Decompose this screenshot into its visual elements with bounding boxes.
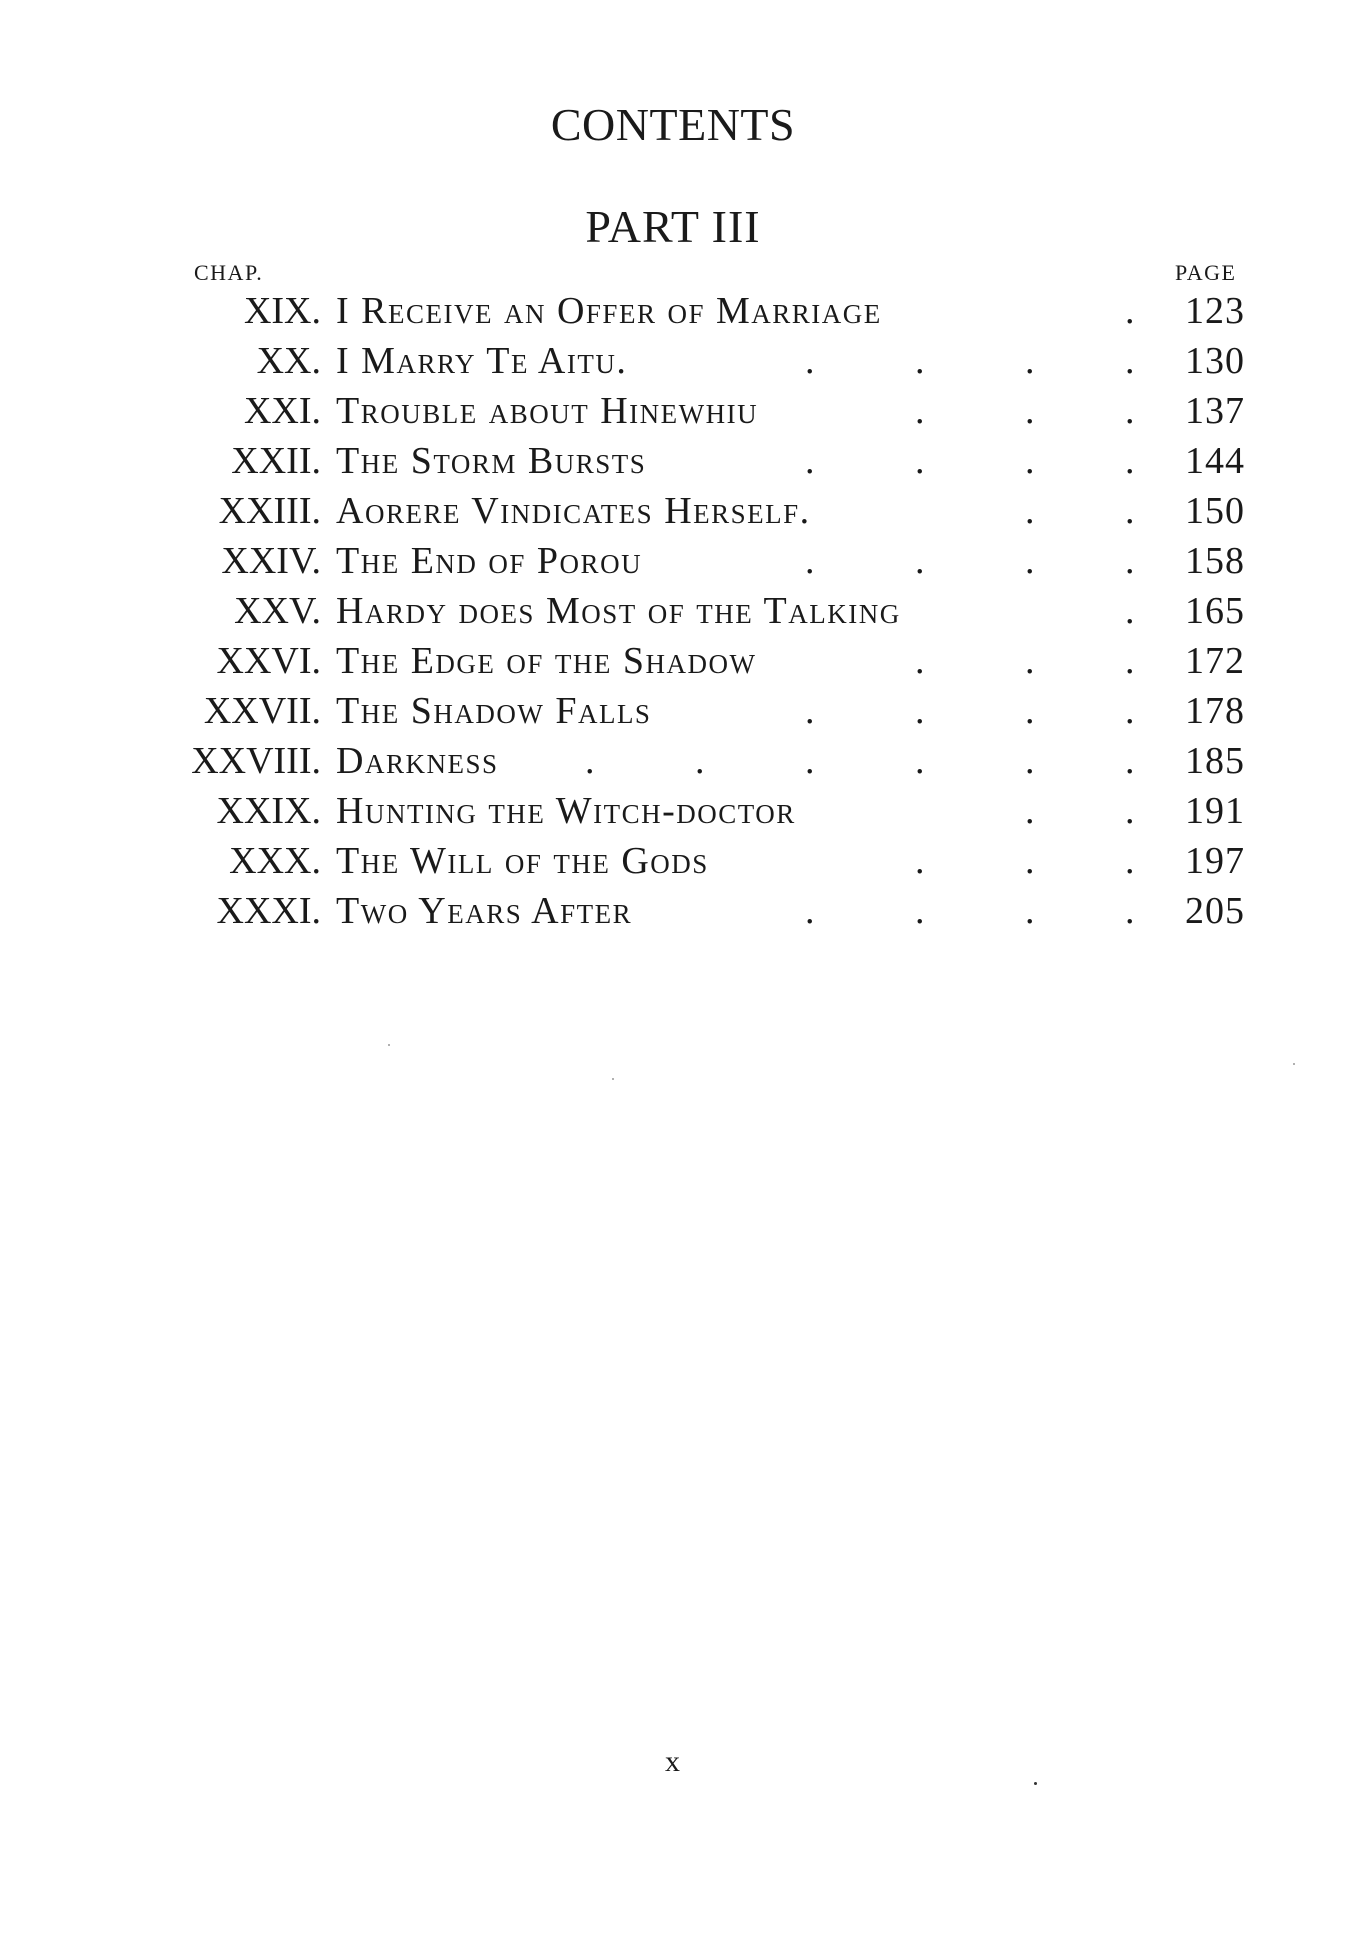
leader-dots: . xyxy=(805,440,815,482)
leader-dot: . xyxy=(1125,640,1135,682)
toc-entry[interactable] xyxy=(0,386,1346,436)
page-title: CONTENTS xyxy=(550,99,796,150)
leader-dots: . xyxy=(1025,440,1035,482)
scan-speck xyxy=(1293,1063,1295,1065)
leader-dots: . xyxy=(1025,640,1035,682)
page-number: 191 xyxy=(1185,790,1245,832)
chapter-title: The Shadow Falls xyxy=(336,690,652,732)
leader-dots: . xyxy=(585,740,595,782)
leader-dots: . xyxy=(915,340,925,382)
leader-dots: . xyxy=(1025,840,1035,882)
toc-entry[interactable] xyxy=(0,686,1346,736)
leader-dot: . xyxy=(1125,290,1135,332)
page-number: 158 xyxy=(1185,540,1245,582)
leader-dots: . xyxy=(1025,690,1035,732)
chapter-title: Darkness xyxy=(336,740,499,782)
toc-entry[interactable] xyxy=(0,836,1346,886)
chapter-title: The Edge of the Shadow xyxy=(336,640,757,682)
part-title: PART III xyxy=(585,201,761,252)
leader-dots: . xyxy=(805,740,815,782)
page-number: 185 xyxy=(1185,740,1245,782)
chapter-title: Two Years After xyxy=(336,890,633,932)
toc-entry[interactable] xyxy=(0,736,1346,786)
toc-entry[interactable] xyxy=(0,336,1346,386)
leader-dot: . xyxy=(1125,890,1135,932)
leader-dot: . xyxy=(1125,690,1135,732)
leader-dots: . xyxy=(805,340,815,382)
toc-entry[interactable] xyxy=(0,786,1346,836)
page-number: 205 xyxy=(1185,890,1245,932)
chapter-number: XXXI. xyxy=(216,890,321,932)
leader-dots: . xyxy=(805,690,815,732)
chapter-number: XXX. xyxy=(229,840,321,882)
page-number: 123 xyxy=(1185,290,1245,332)
scan-speck xyxy=(388,1044,390,1046)
leader-dots: . xyxy=(915,440,925,482)
page-column-label: PAGE xyxy=(1175,260,1237,285)
page-number: 150 xyxy=(1185,490,1245,532)
leader-dot: . xyxy=(1125,540,1135,582)
chapter-title: The Will of the Gods xyxy=(336,840,709,882)
toc-entry[interactable] xyxy=(0,586,1346,636)
chapter-title: I Marry Te Aitu. xyxy=(336,340,628,382)
page-folio: x xyxy=(665,1745,681,1778)
leader-dots: . xyxy=(1025,540,1035,582)
page-number: 144 xyxy=(1185,440,1245,482)
leader-dots: . xyxy=(915,690,925,732)
page-number: 178 xyxy=(1185,690,1245,732)
leader-dots: . xyxy=(915,840,925,882)
page-number: 197 xyxy=(1185,840,1245,882)
chapter-title: Aorere Vindicates Herself. xyxy=(336,490,811,532)
toc-entry[interactable] xyxy=(0,886,1346,936)
chapter-number: XXVII. xyxy=(203,690,321,732)
chapter-number: XXIV. xyxy=(221,540,321,582)
chapter-number: XXIX. xyxy=(216,790,321,832)
leader-dots: . xyxy=(915,740,925,782)
leader-dots: . xyxy=(695,740,705,782)
leader-dots: . xyxy=(1025,490,1035,532)
page-number: 165 xyxy=(1185,590,1245,632)
leader-dot: . xyxy=(1125,840,1135,882)
contents-list xyxy=(0,286,1346,936)
leader-dots: . xyxy=(1025,890,1035,932)
scan-speck xyxy=(1034,1782,1037,1785)
toc-entry[interactable] xyxy=(0,486,1346,536)
leader-dots: . xyxy=(1025,790,1035,832)
chapter-title: I Receive an Offer of Marriage xyxy=(336,290,882,332)
chapter-number: XXVIII. xyxy=(191,740,321,782)
chapter-number: XXVI. xyxy=(216,640,321,682)
chap-column-label: CHAP. xyxy=(194,260,264,285)
chapter-title: The End of Porou xyxy=(336,540,643,582)
scan-speck xyxy=(612,1078,614,1080)
leader-dot: . xyxy=(1125,490,1135,532)
page-number: 172 xyxy=(1185,640,1245,682)
chapter-number: XX. xyxy=(256,340,321,382)
page-number: 130 xyxy=(1185,340,1245,382)
chapter-number: XXV. xyxy=(234,590,321,632)
leader-dots: . xyxy=(915,540,925,582)
leader-dot: . xyxy=(1125,740,1135,782)
leader-dot: . xyxy=(1125,440,1135,482)
toc-entry[interactable] xyxy=(0,636,1346,686)
chapter-title: Trouble about Hinewhiu xyxy=(336,390,759,432)
chapter-number: XXIII. xyxy=(218,490,321,532)
chapter-number: XXI. xyxy=(243,390,321,432)
leader-dot: . xyxy=(1125,790,1135,832)
page-number: 137 xyxy=(1185,390,1245,432)
leader-dots: . xyxy=(1025,740,1035,782)
leader-dots: . xyxy=(915,640,925,682)
leader-dots: . xyxy=(805,890,815,932)
chapter-number: XXII. xyxy=(231,440,321,482)
toc-entry[interactable] xyxy=(0,436,1346,486)
leader-dot: . xyxy=(1125,390,1135,432)
leader-dots: . xyxy=(805,540,815,582)
leader-dots: . xyxy=(1025,340,1035,382)
leader-dots: . xyxy=(915,890,925,932)
chapter-title: Hardy does Most of the Talking xyxy=(336,590,901,632)
leader-dot: . xyxy=(1125,590,1135,632)
toc-entry[interactable] xyxy=(0,286,1346,336)
chapter-title: The Storm Bursts xyxy=(336,440,647,482)
chapter-title: Hunting the Witch-doctor xyxy=(336,790,796,832)
toc-entry[interactable] xyxy=(0,536,1346,586)
leader-dots: . xyxy=(1025,390,1035,432)
leader-dot: . xyxy=(1125,340,1135,382)
chapter-number: XIX. xyxy=(243,290,321,332)
leader-dots: . xyxy=(915,390,925,432)
